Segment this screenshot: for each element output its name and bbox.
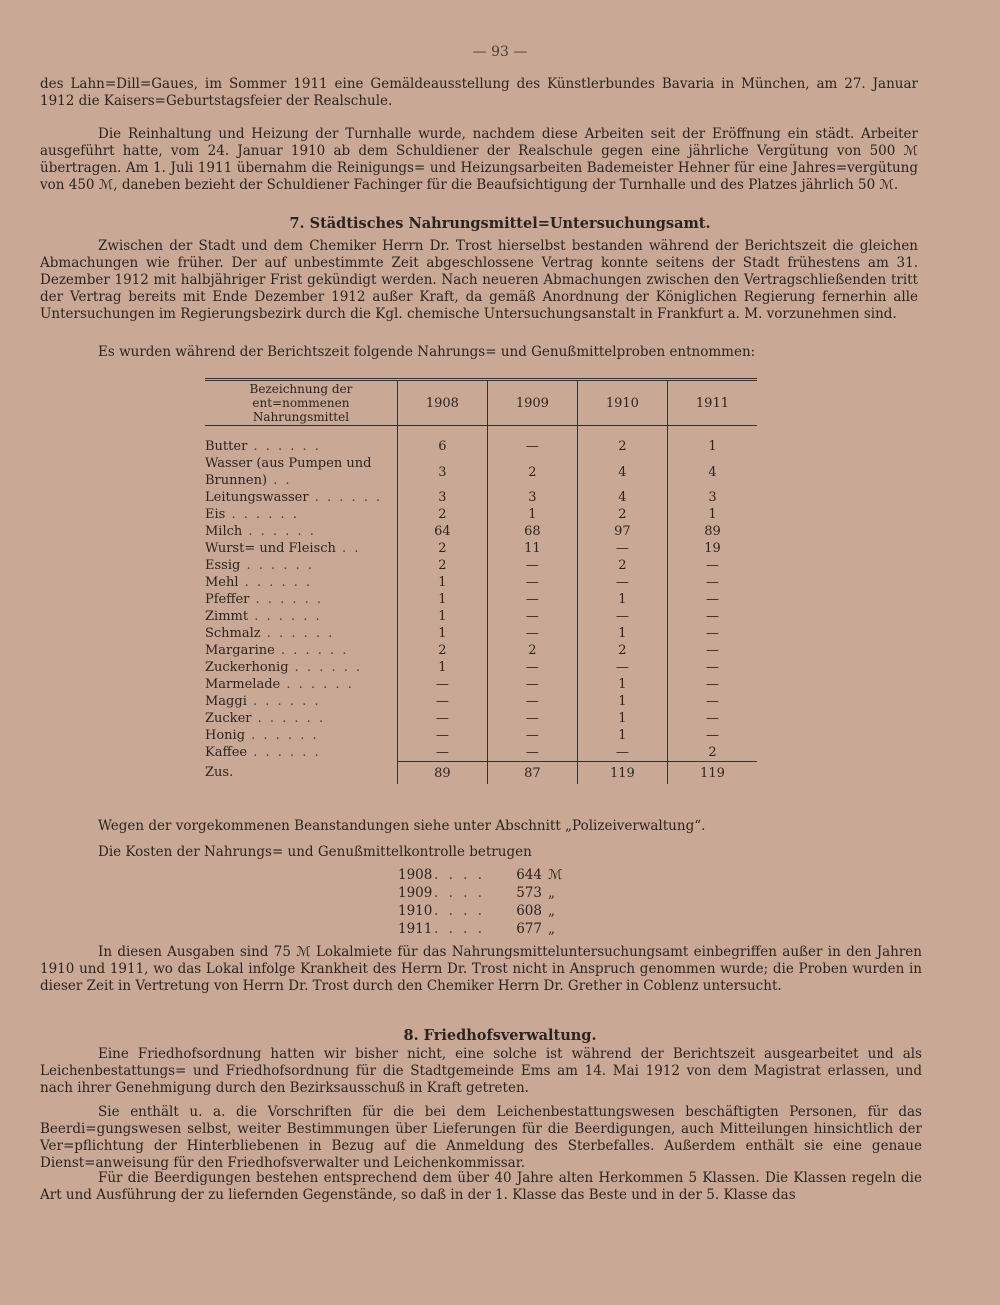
row-value: —	[487, 625, 577, 642]
sum-value: 119	[577, 762, 667, 785]
cost-line	[398, 920, 570, 938]
sum-label: Zus.	[205, 765, 234, 781]
row-value: 2	[667, 744, 757, 762]
row-value: 1	[577, 693, 667, 710]
cost-amount: 677	[516, 921, 542, 937]
table-row	[205, 506, 757, 523]
table-row	[205, 625, 757, 642]
row-value: 1	[397, 659, 487, 676]
row-label: Schmalz . . . . . .	[205, 626, 335, 641]
cost-leader: . . . .	[434, 885, 486, 901]
row-value: 19	[667, 540, 757, 557]
row-label-text: Margarine	[205, 643, 275, 658]
row-value: 1	[487, 506, 577, 523]
row-label-text: Maggi	[205, 694, 247, 709]
row-value: 2	[397, 540, 487, 557]
cost-amount: 608	[516, 903, 542, 919]
row-value: 97	[577, 523, 667, 540]
row-label: Kaffee . . . . . .	[205, 745, 321, 761]
row-value: —	[487, 693, 577, 710]
table-row	[205, 489, 757, 506]
row-label: Maggi . . . . . .	[205, 694, 321, 709]
row-value: 6	[397, 438, 487, 455]
row-value: 1	[577, 591, 667, 608]
row-value: 64	[397, 523, 487, 540]
table-row	[205, 438, 757, 455]
row-label: Mehl . . . . . .	[205, 575, 313, 590]
row-value: —	[667, 557, 757, 574]
paragraph-9: Sie enthält u. a. die Vorschriften für die bei dem Leichenbestattungswesen beschäftigten Personen, für das Beerdi=gungswesen selbst, weiter Bestimmungen über Lieferungen für die Beerdigungen, auch Mitteilungen hinsichtlich der Ver=pflichtung der Hinterbliebenen in Bezug auf die Anmeldung des Sterbefalles. Außerdem enthält sie eine genaue Dienst=anweisung für den Friedhofsverwalter und Leichenkommissar.	[40, 1104, 922, 1171]
row-label-text: Milch	[205, 524, 243, 539]
cost-leader: . . . .	[434, 921, 486, 937]
row-value: —	[667, 727, 757, 744]
page-number: — 93 —	[472, 44, 528, 60]
row-value: 2	[487, 642, 577, 659]
row-value: —	[487, 591, 577, 608]
table-row	[205, 727, 757, 744]
row-label-text: Kaffee	[205, 745, 248, 761]
row-value: —	[577, 659, 667, 676]
table-header-year: 1909	[487, 380, 577, 426]
row-value: 2	[577, 438, 667, 455]
table-header-label: Bezeichnung der ent=nommenen Nahrungsmittel	[205, 380, 397, 426]
row-value: —	[487, 727, 577, 744]
row-value: —	[487, 438, 577, 455]
row-label-text: Zucker	[205, 711, 252, 726]
row-value: —	[667, 591, 757, 608]
row-value: —	[667, 625, 757, 642]
row-value: 1	[577, 710, 667, 727]
row-label-text: Zimmt	[205, 609, 249, 624]
row-value: —	[667, 574, 757, 591]
row-value: 4	[577, 489, 667, 506]
row-label-text: Marmelade	[205, 677, 281, 692]
row-label-text: Pfeffer	[205, 592, 250, 607]
row-label-text: Leitungswasser	[205, 490, 309, 505]
row-value: 68	[487, 523, 577, 540]
table-sum-row	[205, 762, 757, 785]
cost-line	[398, 866, 570, 884]
paragraph-4: Es wurden während der Berichtszeit folgende Nahrungs= und Genußmittelproben entnommen:	[98, 344, 756, 360]
cost-line	[398, 884, 570, 902]
cost-line	[398, 902, 570, 920]
cost-leader: . . . .	[434, 903, 486, 919]
row-value: —	[487, 710, 577, 727]
row-value: —	[487, 574, 577, 591]
cost-year: 1909	[398, 885, 433, 901]
row-value: 1	[577, 676, 667, 693]
table-body	[205, 426, 757, 762]
row-label: Margarine . . . . . .	[205, 643, 349, 658]
row-value: —	[397, 676, 487, 693]
row-value: 3	[397, 455, 487, 489]
row-value: —	[397, 744, 487, 762]
sum-value: 119	[667, 762, 757, 785]
section-heading-7: 7. Städtisches Nahrungsmittel=Untersuchungsamt.	[289, 215, 711, 232]
row-value: 1	[397, 608, 487, 625]
row-label-text: Wurst= und Fleisch	[205, 541, 336, 556]
row-value: 2	[397, 506, 487, 523]
row-value: 2	[577, 557, 667, 574]
row-value: —	[577, 608, 667, 625]
cost-unit: „	[548, 921, 555, 937]
cost-unit: „	[548, 903, 555, 919]
row-label: Zimmt . . . . . .	[205, 609, 322, 624]
row-value: 2	[577, 642, 667, 659]
table-row	[205, 591, 757, 608]
row-value: 1	[667, 506, 757, 523]
row-label: Zuckerhonig . . . . . .	[205, 660, 363, 675]
row-label-text: Zuckerhonig	[205, 660, 289, 675]
row-value: —	[577, 744, 667, 762]
row-value: 89	[667, 523, 757, 540]
paragraph-6: Die Kosten der Nahrungs= und Genußmittelkontrolle betrugen	[98, 844, 532, 860]
table-row	[205, 608, 757, 625]
cost-year: 1910	[398, 903, 433, 919]
row-value: —	[667, 608, 757, 625]
table-row	[205, 455, 757, 489]
paragraph-7: In diesen Ausgaben sind 75 ℳ Lokalmiete für das Nahrungsmitteluntersuchungsamt einbegriffen außer in den Jahren 1910 und 1911, wo das Lokal infolge Krankheit des Herrn Dr. Trost nicht in Anspruch genommen wurde; die Proben wurden in dieser Zeit in Vertretung von Herrn Dr. Trost durch den Chemiker Herrn Dr. Grether in Coblenz untersucht.	[40, 944, 922, 994]
row-value: 2	[577, 506, 667, 523]
paragraph-3: Zwischen der Stadt und dem Chemiker Herrn Dr. Trost hierselbst bestanden während der Berichtszeit die gleichen Abmachungen wie früher. Der auf unbestimmte Zeit abgeschlossene Vertrag konnte seitens der Stadt frühestens am 31. Dezember 1912 mit halbjähriger Frist gekündigt werden. Nach neueren Abmachungen zwischen den Vertragschließenden tritt der Vertrag bereits mit Ende Dezember 1912 außer Kraft, da gemäß Anordnung der Königlichen Regierung fernerhin alle Untersuchungen im Regierungsbezirk durch die Kgl. chemische Untersuchungsanstalt in Frankfurt a. M. vorzunehmen sind.	[40, 238, 918, 322]
table-row	[205, 523, 757, 540]
food-samples-table	[205, 378, 757, 784]
row-value: 1	[577, 625, 667, 642]
row-value: 3	[487, 489, 577, 506]
table-header-year: 1910	[577, 380, 667, 426]
sum-value: 89	[397, 762, 487, 785]
row-label-text: Honig	[205, 728, 246, 743]
row-value: —	[487, 676, 577, 693]
row-value: 3	[397, 489, 487, 506]
row-value: 1	[577, 727, 667, 744]
costs-list	[398, 866, 570, 938]
row-value: —	[487, 557, 577, 574]
table-row	[205, 659, 757, 676]
row-value: —	[397, 693, 487, 710]
table-header-year: 1911	[667, 380, 757, 426]
section-heading-8: 8. Friedhofsverwaltung.	[403, 1027, 597, 1044]
paragraph-1: des Lahn=Dill=Gaues, im Sommer 1911 eine Gemäldeausstellung des Künstlerbundes Bavaria in München, am 27. Januar 1912 die Kaisers=Geburtstagsfeier der Realschule.	[40, 76, 918, 109]
row-label-text: Mehl	[205, 575, 239, 590]
row-label-text: Schmalz	[205, 626, 261, 641]
row-value: —	[397, 727, 487, 744]
row-value: —	[667, 642, 757, 659]
row-label: Essig . . . . . .	[205, 558, 314, 573]
table-row	[205, 710, 757, 727]
paragraph-2: Die Reinhaltung und Heizung der Turnhalle wurde, nachdem diese Arbeiten seit der Eröffnung ein städt. Arbeiter ausgeführt hatte, vom 24. Januar 1910 ab dem Schuldiener der Realschule gegen eine jährliche Vergütung von 500 ℳ übertragen. Am 1. Juli 1911 übernahm die Reinigungs= und Heizungsarbeiten Bademeister Hehner für eine Jahres=vergütung von 450 ℳ, daneben bezieht der Schuldiener Fachinger für die Beaufsichtigung der Turnhalle und des Platzes jährlich 50 ℳ.	[40, 126, 918, 193]
row-value: 1	[397, 591, 487, 608]
row-label-text: Essig	[205, 558, 241, 573]
sum-value: 87	[487, 762, 577, 785]
row-label-text: Wasser (aus Pumpen und Brunnen)	[205, 456, 372, 488]
row-label: Butter . . . . . .	[205, 439, 321, 454]
row-value: —	[667, 710, 757, 727]
row-label-text: Butter	[205, 439, 248, 454]
row-value: 1	[397, 574, 487, 591]
row-value: —	[667, 693, 757, 710]
row-value: 3	[667, 489, 757, 506]
cost-amount: 644	[516, 867, 542, 883]
cost-unit: ℳ	[548, 867, 563, 883]
table-row	[205, 693, 757, 710]
cost-leader: . . . .	[434, 867, 486, 883]
row-label: Eis . . . . . .	[205, 507, 299, 522]
table-row	[205, 676, 757, 693]
row-value: 1	[397, 625, 487, 642]
row-value: 2	[397, 557, 487, 574]
row-label: Honig . . . . . .	[205, 728, 319, 743]
cost-amount: 573	[516, 885, 542, 901]
paragraph-8: Eine Friedhofsordnung hatten wir bisher nicht, eine solche ist während der Berichtszeit ausgearbeitet und als Leichenbestattungs= und Friedhofsordnung für die Stadtgemeinde Ems am 14. Mai 1912 von dem Magistrat erlassen, und nach ihrer Genehmigung durch den Bezirksausschuß in Kraft getreten.	[40, 1046, 922, 1096]
cost-year: 1908	[398, 867, 433, 883]
row-value: —	[397, 710, 487, 727]
row-label: Marmelade . . . . . .	[205, 677, 354, 692]
row-value: —	[487, 744, 577, 762]
table-header-row	[205, 380, 757, 426]
row-label: Leitungswasser . . . . . .	[205, 490, 383, 505]
table-row	[205, 540, 757, 557]
row-label: Pfeffer . . . . . .	[205, 592, 323, 607]
table-row	[205, 574, 757, 591]
row-value: 2	[487, 455, 577, 489]
table-header-year: 1908	[397, 380, 487, 426]
row-value: —	[487, 659, 577, 676]
row-label-text: Eis	[205, 507, 226, 522]
row-label: Wasser (aus Pumpen und Brunnen) . .	[205, 456, 372, 488]
row-value: 11	[487, 540, 577, 557]
row-value: —	[577, 574, 667, 591]
row-value: —	[667, 676, 757, 693]
row-value: 1	[667, 438, 757, 455]
row-label: Wurst= und Fleisch . .	[205, 541, 361, 556]
table-row	[205, 744, 757, 762]
cost-unit: „	[548, 885, 555, 901]
row-value: 4	[577, 455, 667, 489]
row-value: —	[487, 608, 577, 625]
row-value: —	[667, 659, 757, 676]
row-label: Zucker . . . . . .	[205, 711, 326, 726]
table-row	[205, 642, 757, 659]
row-value: 4	[667, 455, 757, 489]
paragraph-5: Wegen der vorgekommenen Beanstandungen siehe unter Abschnitt „Polizeiverwaltung“.	[98, 818, 706, 834]
row-value: 2	[397, 642, 487, 659]
row-value: —	[577, 540, 667, 557]
paragraph-10: Für die Beerdigungen bestehen entsprechend dem über 40 Jahre alten Herkommen 5 Klassen. Die Klassen regeln die Art und Ausführung der zu liefernden Gegenstände, so daß in der 1. Klasse das Beste und in der 5. Klasse das	[40, 1170, 922, 1203]
row-label: Milch . . . . . .	[205, 524, 316, 539]
table-row	[205, 557, 757, 574]
cost-year: 1911	[398, 921, 433, 937]
